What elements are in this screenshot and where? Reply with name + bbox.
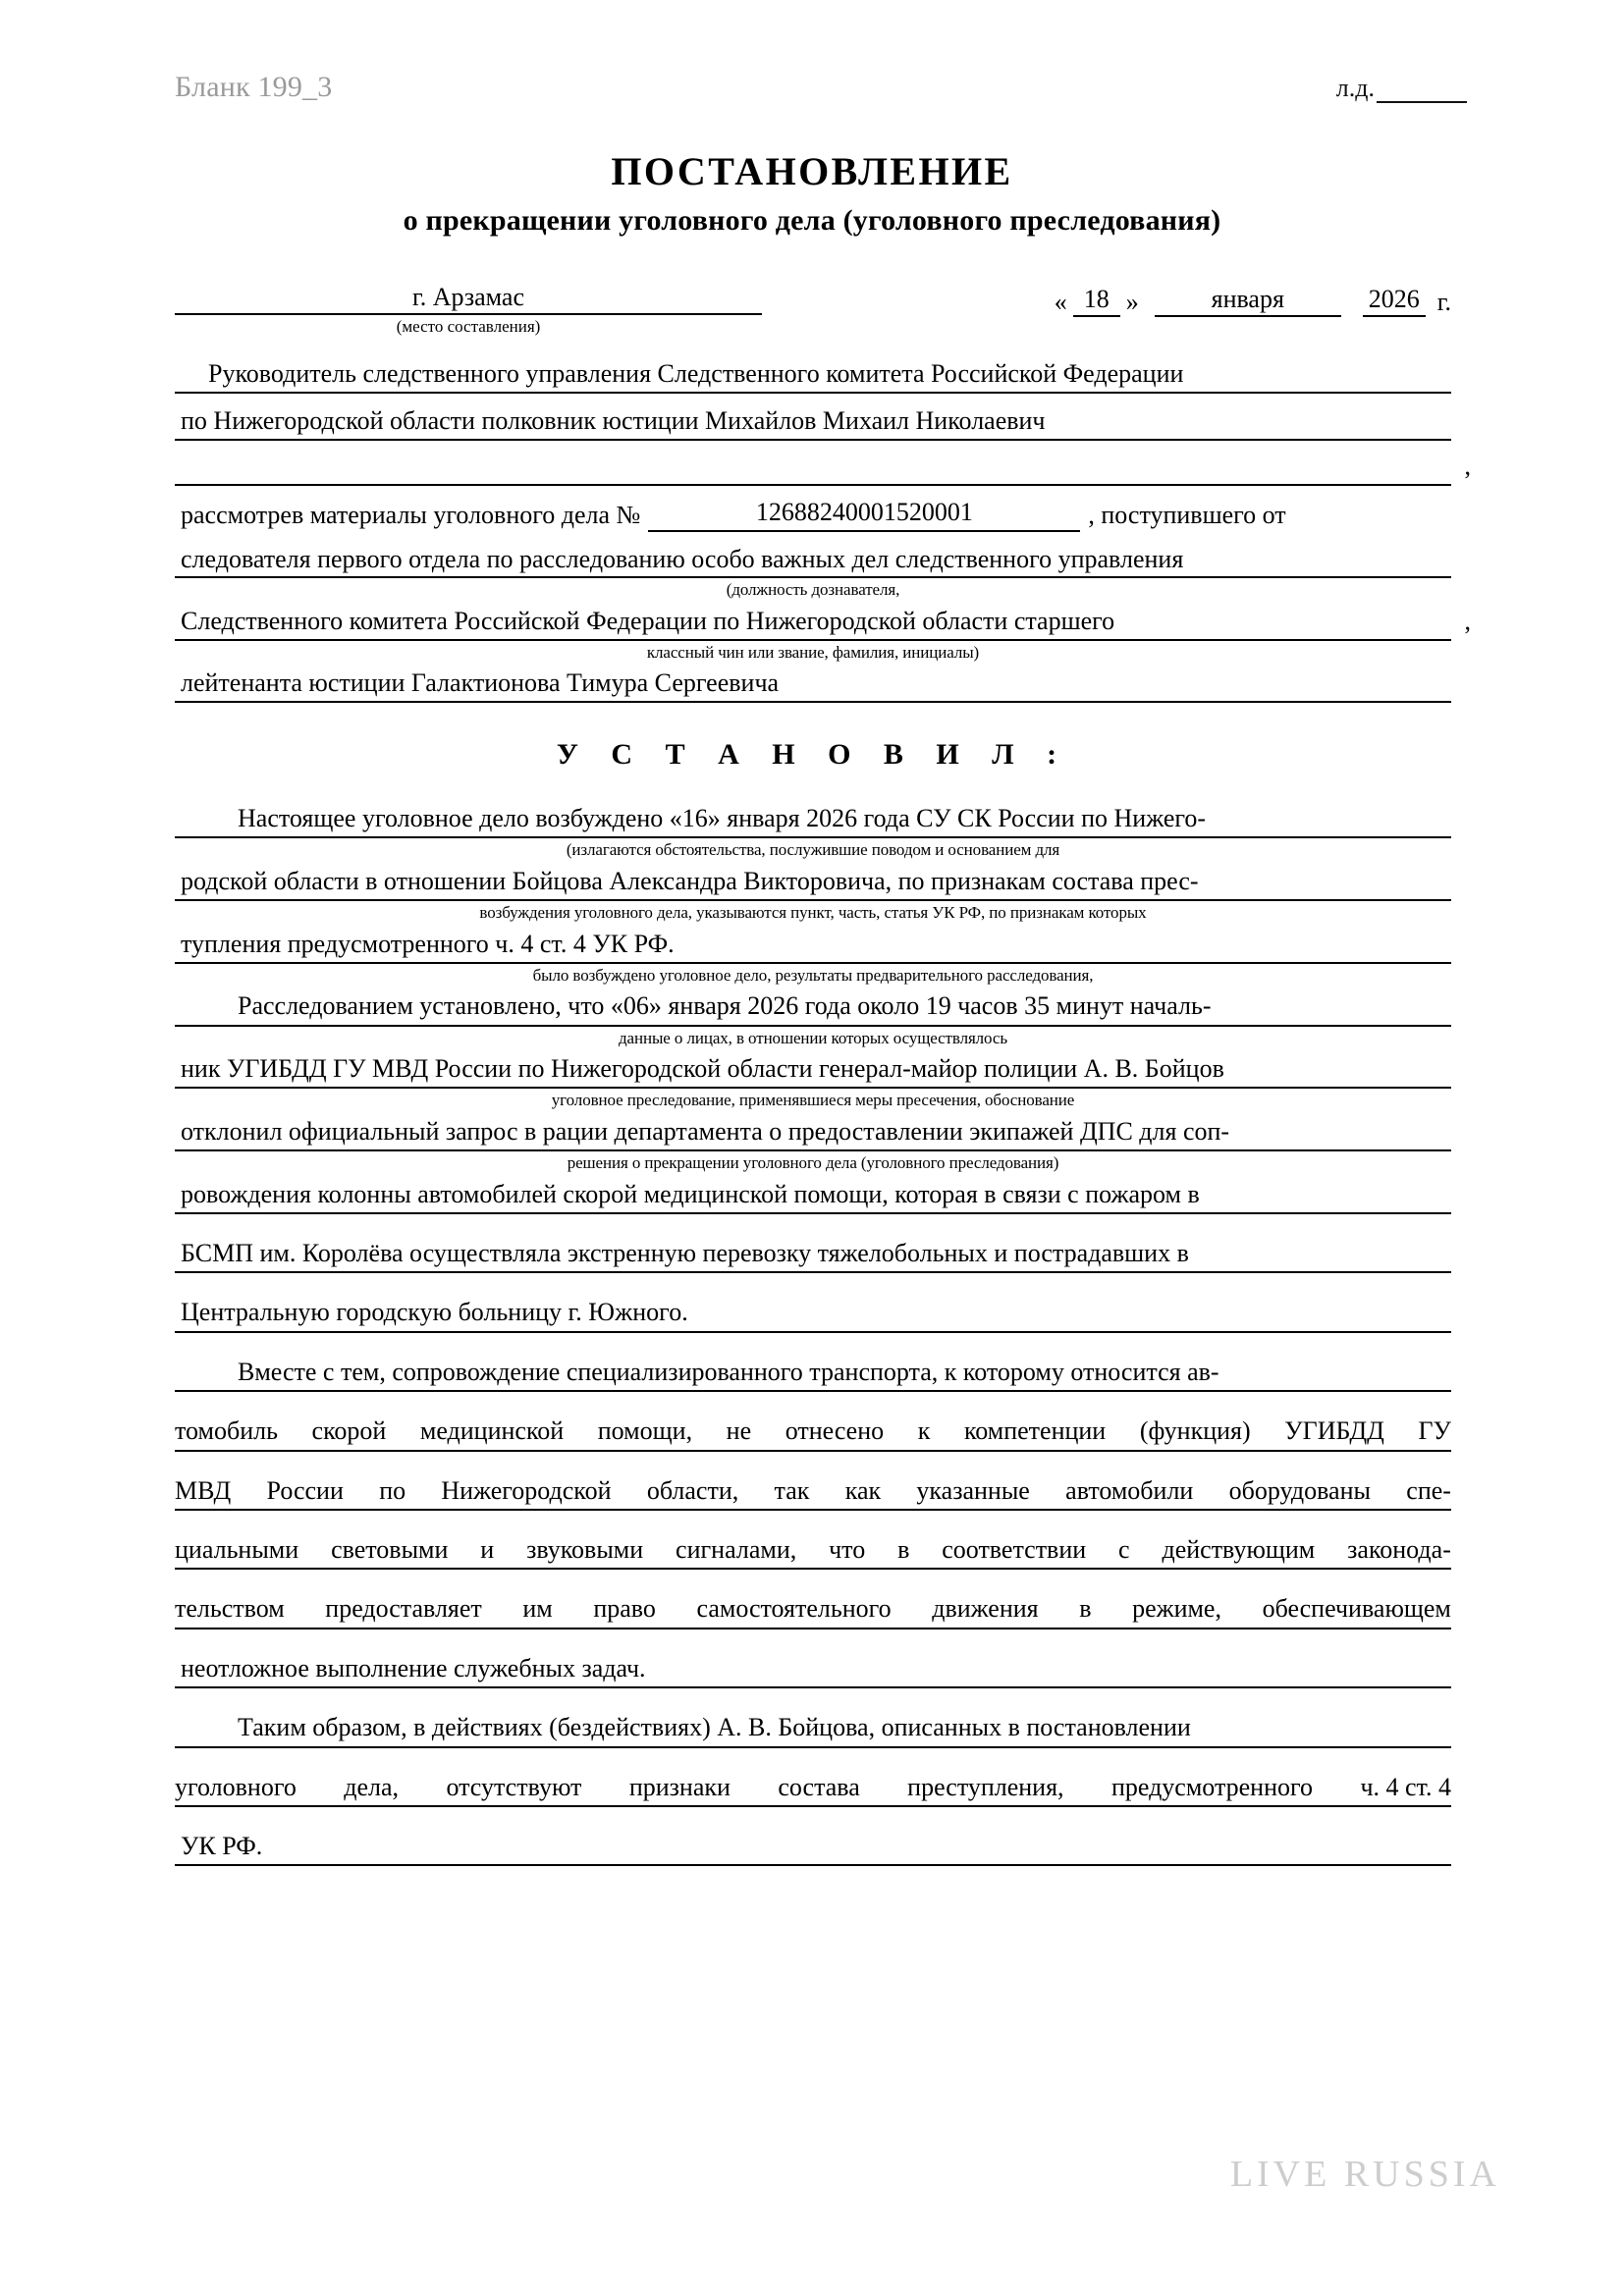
body-line-3[interactable]: тупления предусмотренного ч. 4 ст. 4 УК РФ.: [175, 927, 1451, 964]
word: отсутствуют: [446, 1772, 582, 1801]
spacer: [175, 337, 1451, 356]
word: циальными: [175, 1534, 299, 1564]
date-block: [1055, 285, 1451, 337]
spacer: [175, 1688, 1451, 1710]
spacer: [175, 1570, 1451, 1591]
investigator-line-2-comma: ,: [1464, 606, 1471, 635]
word: с: [1118, 1534, 1130, 1564]
body-line-9[interactable]: Центральную городскую больницу г. Южного.: [175, 1295, 1451, 1332]
word: в: [897, 1534, 910, 1564]
word: ГУ: [1418, 1416, 1451, 1446]
word: автомобили: [1065, 1475, 1194, 1505]
body-line-17[interactable]: [175, 1770, 1451, 1807]
word: в: [1079, 1594, 1092, 1624]
word: дела,: [344, 1772, 400, 1801]
date-year-field[interactable]: 2026: [1363, 285, 1426, 317]
spacer: [175, 1452, 1451, 1473]
word: преступления,: [907, 1772, 1064, 1801]
word: по: [379, 1475, 406, 1505]
title-block: [0, 147, 1624, 238]
body-line-16[interactable]: Таким образом, в действиях (бездействиях) А. В. Бойцова, описанных в постановлении: [175, 1710, 1451, 1747]
word: самостоятельного: [696, 1594, 892, 1624]
word: движения: [932, 1594, 1039, 1624]
word: и: [480, 1534, 495, 1564]
investigator-caption-2: классный чин или звание, фамилия, инициалы): [646, 642, 980, 662]
body-line-1[interactable]: Настоящее уголовное дело возбуждено «16» января 2026 года СУ СК России по Нижего-: [175, 801, 1451, 838]
word: световыми: [331, 1534, 449, 1564]
date-year-suffix: г.: [1436, 288, 1451, 316]
blank-code-label: Бланк 199_3: [175, 71, 333, 103]
word: (функция): [1139, 1416, 1251, 1446]
word: законода-: [1347, 1534, 1451, 1564]
body-line-14-words: [175, 1591, 1451, 1627]
investigator-line-3[interactable]: лейтенанта юстиции Галактионова Тимура Сергеевича: [175, 666, 1451, 703]
spacer: [175, 1214, 1451, 1236]
body-line-8[interactable]: БСМП им. Королёва осуществляла экстренную перевозку тяжелобольных и пострадавших в: [175, 1236, 1451, 1273]
case-number-row: [175, 496, 1451, 532]
page-header: [175, 71, 1467, 104]
body-line-12[interactable]: [175, 1473, 1451, 1511]
word: обеспечивающем: [1262, 1594, 1451, 1624]
word: указанные: [916, 1475, 1030, 1505]
official-line-3[interactable]: [175, 451, 1471, 486]
case-sheet-field: [1336, 74, 1467, 103]
word: отнесено: [785, 1416, 885, 1446]
body-line-13[interactable]: [175, 1532, 1451, 1570]
watermark: LIVE RUSSIA: [1229, 2154, 1500, 2195]
word: области,: [646, 1475, 739, 1505]
body-caption-6: решения о прекращении уголовного дела (уголовного преследования): [567, 1153, 1059, 1173]
spacer: [175, 1333, 1451, 1355]
quote-open: «: [1054, 288, 1067, 316]
body-line-7[interactable]: ровождения колонны автомобилей скорой медицинской помощи, которая в связи с пожаром в: [175, 1177, 1451, 1214]
spacer: [175, 1273, 1451, 1295]
spacer: [175, 1629, 1451, 1651]
investigator-caption-1: (должность дознавателя,: [726, 580, 900, 600]
body-line-12-words: [175, 1473, 1451, 1509]
body-line-13-words: [175, 1532, 1451, 1568]
body-caption-1: (излагаются обстоятельства, послужившие поводом и основанием для: [566, 840, 1060, 860]
body-line-4[interactable]: Расследованием установлено, что «06» января 2026 года около 19 часов 35 минут началь-: [175, 988, 1451, 1026]
body-line-2[interactable]: родской области в отношении Бойцова Александра Викторовича, по признакам состава прес-: [175, 864, 1451, 901]
word: уголовного: [175, 1772, 297, 1801]
ld-blank-rule[interactable]: [1377, 81, 1467, 103]
word: не: [726, 1416, 752, 1446]
place-date-row: [175, 283, 1451, 337]
word: скорой: [311, 1416, 387, 1446]
body-line-15[interactable]: неотложное выполнение служебных задач.: [175, 1651, 1451, 1688]
case-number-field[interactable]: 12688240001520001: [648, 496, 1080, 532]
word: медицинской: [419, 1416, 565, 1446]
spacer: [175, 394, 1451, 403]
body-line-14[interactable]: [175, 1591, 1451, 1629]
document-body: [175, 283, 1471, 1866]
word: признаки: [628, 1772, 731, 1801]
word: действующим: [1162, 1534, 1316, 1564]
official-line-2[interactable]: по Нижегородской области полковник юстиции Михайлов Михаил Николаевич: [175, 403, 1451, 441]
word: звуковыми: [526, 1534, 644, 1564]
case-number-label: рассмотрев материалы уголовного дела №: [181, 500, 641, 529]
word: соответствии: [942, 1534, 1087, 1564]
word: так: [774, 1475, 810, 1505]
word: предоставляет: [325, 1594, 482, 1624]
word: к: [917, 1416, 931, 1446]
body-line-17-words: [175, 1770, 1451, 1805]
official-line-3-comma: ,: [1464, 451, 1471, 480]
investigator-line-2[interactable]: [175, 604, 1471, 641]
word: оборудованы: [1228, 1475, 1371, 1505]
spacer: [175, 441, 1451, 451]
word: предусмотренного: [1110, 1772, 1314, 1801]
word: состава: [778, 1772, 860, 1801]
spacer: [175, 532, 1451, 542]
body-line-11-words: [175, 1414, 1451, 1449]
place-value[interactable]: г. Арзамас: [175, 283, 762, 315]
page-title: ПОСТАНОВЛЕНИЕ: [611, 149, 1013, 193]
body-caption-5: уголовное преследование, применявшиеся меры пресечения, обоснование: [551, 1091, 1075, 1110]
place-block: [175, 283, 762, 337]
spacer: [175, 1392, 1451, 1414]
spacer: [175, 486, 1451, 496]
word: ч. 4 ст. 4: [1360, 1772, 1451, 1801]
body-line-10[interactable]: Вместе с тем, сопровождение специализированного транспорта, к которому относится ав-: [175, 1355, 1451, 1392]
word: МВД: [175, 1475, 232, 1505]
ld-label: л.д.: [1335, 74, 1375, 102]
case-number-tail: , поступившего от: [1088, 500, 1286, 529]
page-subtitle: о прекращении уголовного дела (уголовного преследования): [403, 204, 1221, 237]
quote-close: »: [1125, 288, 1139, 316]
ustanovil-heading: У С Т А Н О В И Л :: [556, 737, 1070, 771]
body-line-6[interactable]: отклонил официальный запрос в рации департамента о предоставлении экипажей ДПС для соп-: [175, 1114, 1451, 1151]
body-caption-2: возбуждения уголовного дела, указываются пункт, часть, статья УК РФ, по признакам которых: [479, 903, 1147, 923]
word: Нижегородской: [441, 1475, 612, 1505]
official-line-1[interactable]: Руководитель следственного управления Следственного комитета Российской Федерации: [175, 356, 1451, 394]
investigator-line-2-text: Следственного комитета Российской Федерации по Нижегородской области старшего: [181, 606, 1115, 635]
investigator-line-1[interactable]: следователя первого отдела по расследованию особо важных дел следственного управления: [175, 542, 1451, 579]
word: УГИБДД: [1284, 1416, 1384, 1446]
word: что: [829, 1534, 866, 1564]
spacer: [175, 1748, 1451, 1770]
body-line-18[interactable]: УК РФ.: [175, 1829, 1451, 1866]
body-caption-3: было возбуждено уголовное дело, результаты предварительного расследования,: [532, 965, 1094, 985]
word: как: [844, 1475, 882, 1505]
word: компетенции: [963, 1416, 1107, 1446]
date-day-field[interactable]: 18: [1073, 285, 1120, 317]
date-month-field[interactable]: января: [1155, 285, 1341, 317]
word: сигналами,: [676, 1534, 797, 1564]
word: России: [266, 1475, 344, 1505]
place-caption: (место составления): [396, 317, 541, 336]
body-line-11[interactable]: [175, 1414, 1451, 1451]
word: помощи,: [597, 1416, 693, 1446]
word: режиме,: [1132, 1594, 1221, 1624]
body-line-5[interactable]: ник УГИБДД ГУ МВД России по Нижегородской области генерал-майор полиции А. В. Бойцов: [175, 1051, 1451, 1089]
word: тельством: [175, 1594, 285, 1624]
word: томобиль: [175, 1416, 278, 1446]
spacer: [175, 1807, 1451, 1829]
body-caption-4: данные о лицах, в отношении которых осуществлялось: [619, 1028, 1007, 1047]
spacer: [175, 1511, 1451, 1532]
word: им: [522, 1594, 553, 1624]
word: право: [593, 1594, 656, 1624]
word: спе-: [1406, 1475, 1451, 1505]
